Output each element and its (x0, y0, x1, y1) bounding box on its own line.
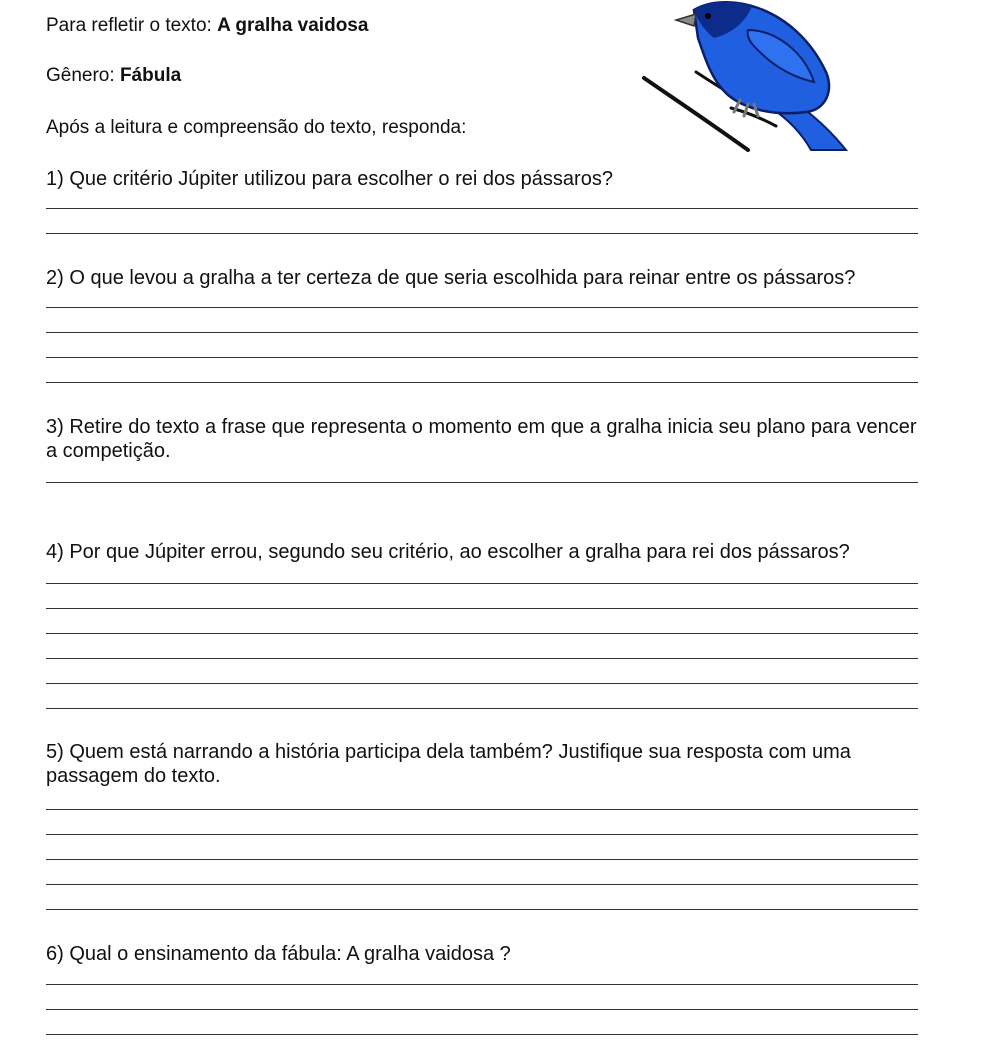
text-reference (46, 14, 368, 38)
answer-line[interactable] (46, 683, 918, 684)
question-3: 3) Retire do texto a frase que representa o momento em que a gralha inicia seu plano para vencer a competição. (46, 416, 917, 462)
answer-line[interactable] (46, 708, 918, 709)
answer-line[interactable] (46, 984, 918, 985)
answer-line[interactable] (46, 583, 918, 584)
question-5: 5) Quem está narrando a história participa dela também? Justifique sua resposta com uma passagem do texto. (46, 741, 851, 787)
genre-label: Gênero: (46, 65, 120, 86)
answer-line[interactable] (46, 1009, 918, 1010)
answer-line[interactable] (46, 859, 918, 860)
answer-line[interactable] (46, 909, 918, 910)
answer-line[interactable] (46, 307, 918, 308)
answer-line[interactable] (46, 357, 918, 358)
text-reference-label: Para refletir o texto: (46, 15, 218, 36)
blue-jay-bird-icon (636, 0, 856, 155)
question-2: 2) O que levou a gralha a ter certeza de que seria escolhida para reinar entre os pássaros? (46, 267, 856, 289)
question-6: 6) Qual o ensinamento da fábula: A gralha vaidosa ? (46, 943, 511, 965)
answer-line[interactable] (46, 884, 918, 885)
question-1: 1) Que critério Júpiter utilizou para escolher o rei dos pássaros? (46, 168, 613, 190)
genre (46, 64, 181, 88)
answer-line[interactable] (46, 658, 918, 659)
text-title: A gralha vaidosa (217, 15, 369, 36)
answer-line[interactable] (46, 834, 918, 835)
answer-line[interactable] (46, 233, 918, 234)
answer-line[interactable] (46, 809, 918, 810)
answer-line[interactable] (46, 633, 918, 634)
genre-value: Fábula (119, 65, 182, 86)
question-4: 4) Por que Júpiter errou, segundo seu critério, ao escolher a gralha para rei dos pássaros? (46, 541, 850, 563)
answer-line[interactable] (46, 1034, 918, 1035)
answer-line[interactable] (46, 608, 918, 609)
answer-line[interactable] (46, 208, 918, 209)
answer-line[interactable] (46, 382, 918, 383)
answer-line[interactable] (46, 482, 918, 483)
instruction: Após a leitura e compreensão do texto, responda: (46, 117, 467, 138)
answer-line[interactable] (46, 332, 918, 333)
